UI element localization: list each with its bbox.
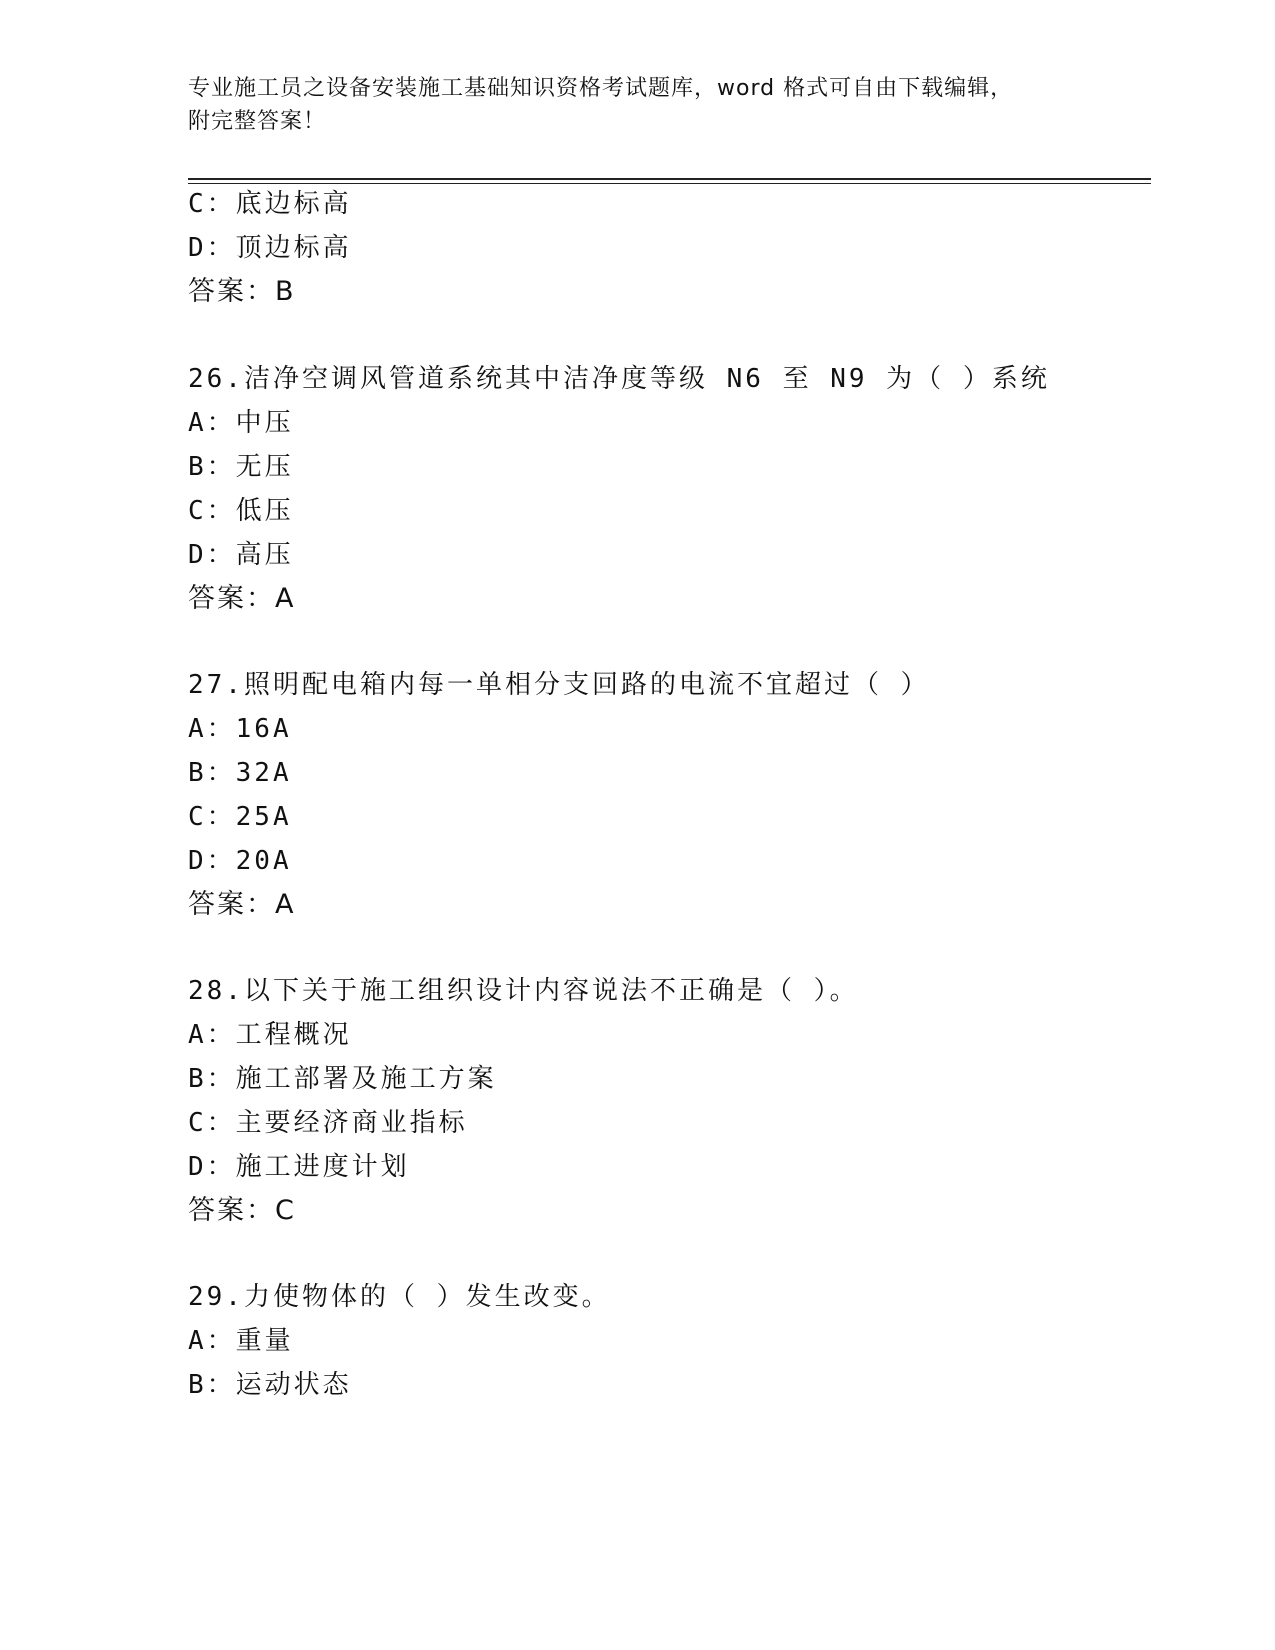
option-text: 32A	[235, 758, 292, 788]
option-row	[188, 187, 352, 221]
option-text: 底边标高	[235, 189, 352, 219]
option-row	[188, 406, 294, 440]
option-text: 运动状态	[235, 1370, 352, 1400]
option-text: 16A	[235, 714, 292, 744]
question-stem: 26.洁净空调风管道系统其中洁净度等级 N6 至 N9 为（ ）系统	[188, 364, 1050, 394]
option-text: 工程概况	[235, 1020, 352, 1050]
option-text: 施工进度计划	[235, 1152, 410, 1182]
option-label: D：	[188, 540, 236, 570]
option-row	[188, 756, 292, 790]
answer-line: 答案：B	[188, 276, 296, 307]
option-text: 中压	[235, 408, 294, 438]
option-row	[188, 712, 292, 746]
document-header	[188, 72, 1108, 138]
option-text: 低压	[235, 496, 294, 526]
header-line-1: 专业施工员之设备安装施工基础知识资格考试题库，word 格式可自由下载编辑，	[188, 76, 1014, 101]
option-text: 主要经济商业指标	[235, 1108, 468, 1138]
option-row	[188, 494, 294, 528]
option-label: B：	[188, 1064, 236, 1094]
question-stem: 29.力使物体的（ ）发生改变。	[188, 1282, 611, 1312]
option-label: D：	[188, 1152, 236, 1182]
header-line-2: 附完整答案！	[188, 109, 327, 134]
option-label: A：	[188, 1326, 236, 1356]
option-row	[188, 844, 292, 878]
question-stem: 28.以下关于施工组织设计内容说法不正确是（ ）。	[188, 976, 859, 1006]
option-label: D：	[188, 846, 236, 876]
option-text: 顶边标高	[235, 233, 352, 263]
option-label: C：	[188, 802, 236, 832]
option-row	[188, 1106, 468, 1140]
option-text: 20A	[235, 846, 292, 876]
option-row	[188, 1368, 352, 1402]
option-row	[188, 1018, 352, 1052]
option-label: D：	[188, 233, 236, 263]
answer-line: 答案：A	[188, 583, 296, 614]
header-divider-thick	[188, 178, 1151, 180]
option-label: A：	[188, 408, 236, 438]
option-text: 施工部署及施工方案	[235, 1064, 497, 1094]
option-row	[188, 800, 292, 834]
option-row	[188, 231, 352, 265]
option-text: 25A	[235, 802, 292, 832]
option-text: 高压	[235, 540, 294, 570]
option-label: B：	[188, 452, 236, 482]
option-row	[188, 1150, 410, 1184]
option-label: B：	[188, 758, 236, 788]
question-stem: 27.照明配电箱内每一单相分支回路的电流不宜超过（ ）	[188, 670, 930, 700]
answer-line: 答案：C	[188, 1195, 296, 1226]
option-label: C：	[188, 496, 236, 526]
option-row	[188, 538, 294, 572]
option-label: A：	[188, 714, 236, 744]
header-divider-thin	[188, 183, 1151, 184]
option-label: C：	[188, 1108, 236, 1138]
option-text: 无压	[235, 452, 294, 482]
option-label: A：	[188, 1020, 236, 1050]
option-row	[188, 1324, 294, 1358]
option-label: B：	[188, 1370, 236, 1400]
option-row	[188, 450, 294, 484]
option-row	[188, 1062, 497, 1096]
option-text: 重量	[235, 1326, 294, 1356]
option-label: C：	[188, 189, 236, 219]
answer-line: 答案：A	[188, 889, 296, 920]
